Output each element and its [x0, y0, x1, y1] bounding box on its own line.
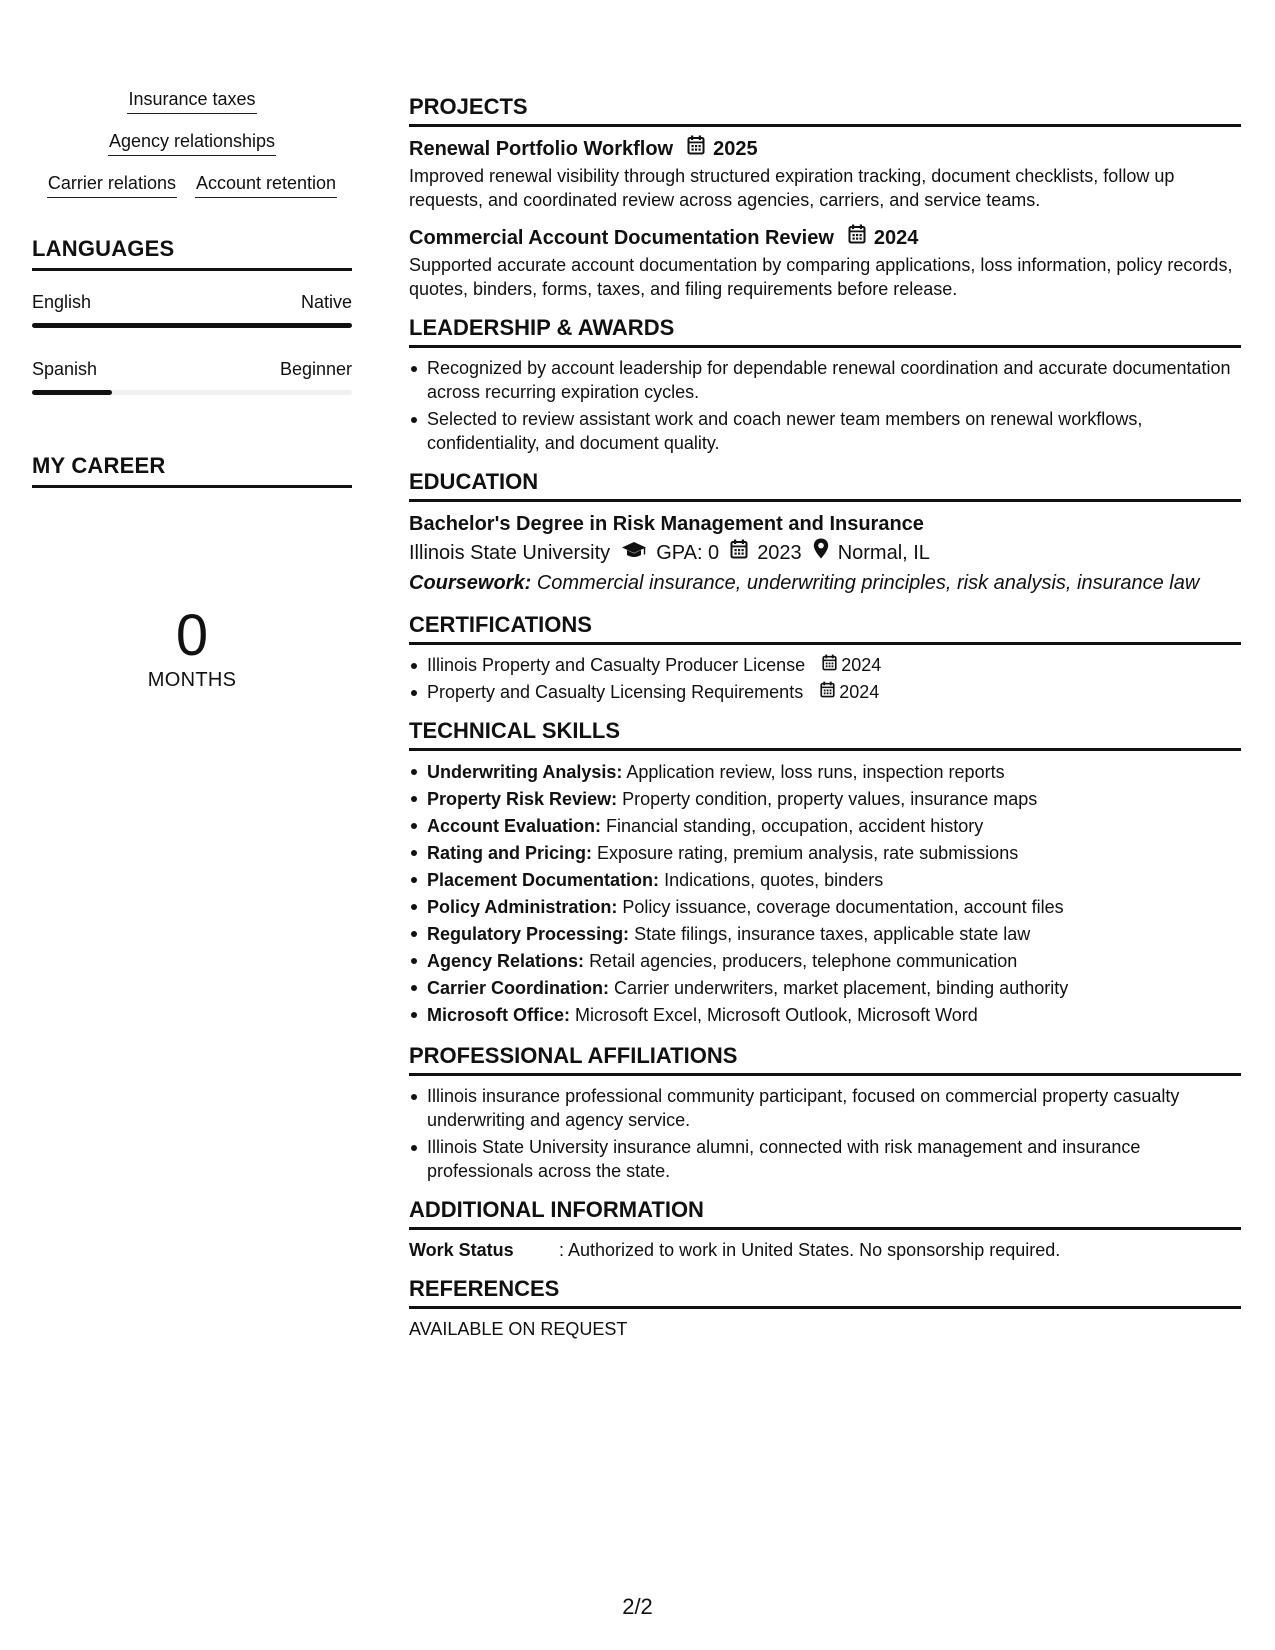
skill-item	[409, 1002, 1241, 1029]
skill-label: Placement Documentation:	[427, 870, 660, 890]
skill-label: Regulatory Processing:	[427, 924, 630, 944]
skill-text: Property condition, property values, insurance maps	[622, 789, 1038, 809]
tag-row	[32, 86, 352, 114]
education-school: Illinois State University	[409, 542, 611, 564]
certification-item	[409, 680, 1241, 704]
project-name: Renewal Portfolio Workflow	[409, 137, 674, 160]
section-title: PROJECTS	[409, 94, 1241, 127]
project-year: 2024	[873, 226, 919, 249]
skill-text: Indications, quotes, binders	[664, 870, 884, 890]
section-title: MY CAREER	[32, 453, 352, 488]
calendar-icon	[687, 135, 705, 162]
coursework-text: Commercial insurance, underwriting principles, risk analysis, insurance law	[536, 572, 1200, 594]
projects-section	[409, 94, 1241, 301]
skill-tags	[32, 86, 352, 198]
info-row	[409, 1238, 1241, 1262]
skill-text: Exposure rating, premium analysis, rate submissions	[597, 843, 1019, 863]
skill-label: Underwriting Analysis:	[427, 762, 623, 782]
skill-text: Carrier underwriters, market placement, binding authority	[614, 978, 1069, 998]
skill-label: Property Risk Review:	[427, 789, 618, 809]
skill-item	[409, 975, 1241, 1002]
languages-section	[32, 236, 352, 395]
language-item	[32, 291, 352, 328]
section-title: REFERENCES	[409, 1276, 1241, 1309]
calendar-icon	[822, 653, 837, 677]
skill-label: Carrier Coordination:	[427, 978, 610, 998]
education-year: 2023	[757, 542, 802, 564]
education-degree: Bachelor's Degree in Risk Management and Insurance	[409, 513, 924, 535]
skill-tag: Agency relationships	[108, 128, 276, 156]
project-description: Supported accurate account documentation by comparing applications, loss information, policy records, quotes, binders, forms, taxes, and filing requirements before release.	[409, 255, 1233, 299]
certification-item	[409, 653, 1241, 677]
section-title: LANGUAGES	[32, 236, 352, 271]
list-item: Selected to review assistant work and coach newer team members on renewal workflows, confidentiality, and document quality.	[409, 407, 1241, 455]
skill-text: State filings, insurance taxes, applicable state law	[634, 924, 1031, 944]
skill-item	[409, 894, 1241, 921]
calendar-icon	[848, 224, 866, 251]
info-label: Work Status	[409, 1240, 514, 1260]
references-section	[409, 1276, 1241, 1341]
left-column	[32, 86, 352, 692]
project-item	[409, 224, 1241, 301]
additional-info-section	[409, 1197, 1241, 1262]
section-title: TECHNICAL SKILLS	[409, 718, 1241, 751]
skill-label: Agency Relations:	[427, 951, 585, 971]
tag-row	[32, 170, 352, 198]
skill-item	[409, 840, 1241, 867]
language-name: Spanish	[32, 359, 98, 379]
skill-label: Microsoft Office:	[427, 1005, 571, 1025]
education-coursework	[409, 568, 1241, 598]
skill-text: Retail agencies, producers, telephone communication	[589, 951, 1018, 971]
section-title: EDUCATION	[409, 469, 1241, 502]
project-name: Commercial Account Documentation Review	[409, 226, 834, 249]
career-value: 0	[175, 603, 209, 668]
education-location: Normal, IL	[837, 542, 930, 564]
graduation-cap-icon	[621, 538, 647, 568]
language-level: Beginner	[279, 359, 352, 379]
skill-text: Financial standing, occupation, accident history	[606, 816, 984, 836]
list-item: Recognized by account leadership for dependable renewal coordination and accurate documentation across recurring expiration cycles.	[409, 356, 1241, 404]
affiliations-section	[409, 1043, 1241, 1183]
map-pin-icon	[813, 538, 829, 568]
list-item: Illinois State University insurance alumni, connected with risk management and insurance professionals across the state.	[409, 1135, 1241, 1183]
skill-text: Policy issuance, coverage documentation, account files	[622, 897, 1064, 917]
career-unit: MONTHS	[147, 669, 237, 691]
section-title: PROFESSIONAL AFFILIATIONS	[409, 1043, 1241, 1076]
certification-name: Property and Casualty Licensing Requirements	[427, 682, 804, 702]
language-bar-fill	[32, 390, 112, 395]
calendar-icon	[730, 538, 748, 568]
skill-label: Rating and Pricing:	[427, 843, 593, 863]
skill-item	[409, 813, 1241, 840]
language-bar-fill	[32, 323, 352, 328]
technical-skills-section	[409, 718, 1241, 1029]
certification-year: 2024	[841, 655, 882, 675]
skill-item	[409, 921, 1241, 948]
skill-tag: Carrier relations	[47, 170, 177, 198]
skill-text: Microsoft Excel, Microsoft Outlook, Microsoft Word	[575, 1005, 978, 1025]
skill-item	[409, 948, 1241, 975]
leadership-section	[409, 315, 1241, 455]
language-bar	[32, 323, 352, 328]
education-meta	[409, 538, 1241, 568]
section-title: CERTIFICATIONS	[409, 612, 1241, 645]
tag-row	[32, 128, 352, 156]
calendar-icon	[820, 680, 835, 704]
skill-label: Account Evaluation:	[427, 816, 602, 836]
education-gpa: GPA: 0	[656, 542, 720, 564]
skill-label: Policy Administration:	[427, 897, 618, 917]
certification-year: 2024	[839, 682, 880, 702]
language-name: English	[32, 292, 92, 312]
language-bar	[32, 390, 352, 395]
education-section	[409, 469, 1241, 598]
certification-name: Illinois Property and Casualty Producer License	[427, 655, 806, 675]
page-number: 2/2	[622, 1594, 653, 1619]
section-title: ADDITIONAL INFORMATION	[409, 1197, 1241, 1230]
project-item	[409, 135, 1241, 212]
project-description: Improved renewal visibility through structured expiration tracking, document checklists, follow up requests, and coordinated review across agencies, carriers, and service teams.	[409, 166, 1175, 210]
section-title: LEADERSHIP & AWARDS	[409, 315, 1241, 348]
career-section	[32, 453, 352, 692]
skill-tag: Insurance taxes	[127, 86, 256, 114]
project-year: 2025	[713, 137, 758, 160]
references-text: AVAILABLE ON REQUEST	[409, 1319, 628, 1339]
info-value: : Authorized to work in United States. No sponsorship required.	[559, 1240, 1061, 1260]
skill-item	[409, 759, 1241, 786]
skill-tag: Account retention	[195, 170, 337, 198]
right-column	[409, 94, 1241, 1355]
certifications-section	[409, 612, 1241, 704]
coursework-label: Coursework:	[409, 572, 532, 594]
skill-item	[409, 786, 1241, 813]
career-counter	[32, 603, 352, 692]
language-item	[32, 358, 352, 395]
language-level: Native	[300, 292, 352, 312]
list-item: Illinois insurance professional community participant, focused on commercial property casualty underwriting and agency service.	[409, 1084, 1241, 1132]
skill-item	[409, 867, 1241, 894]
skill-text: Application review, loss runs, inspection reports	[626, 762, 1005, 782]
